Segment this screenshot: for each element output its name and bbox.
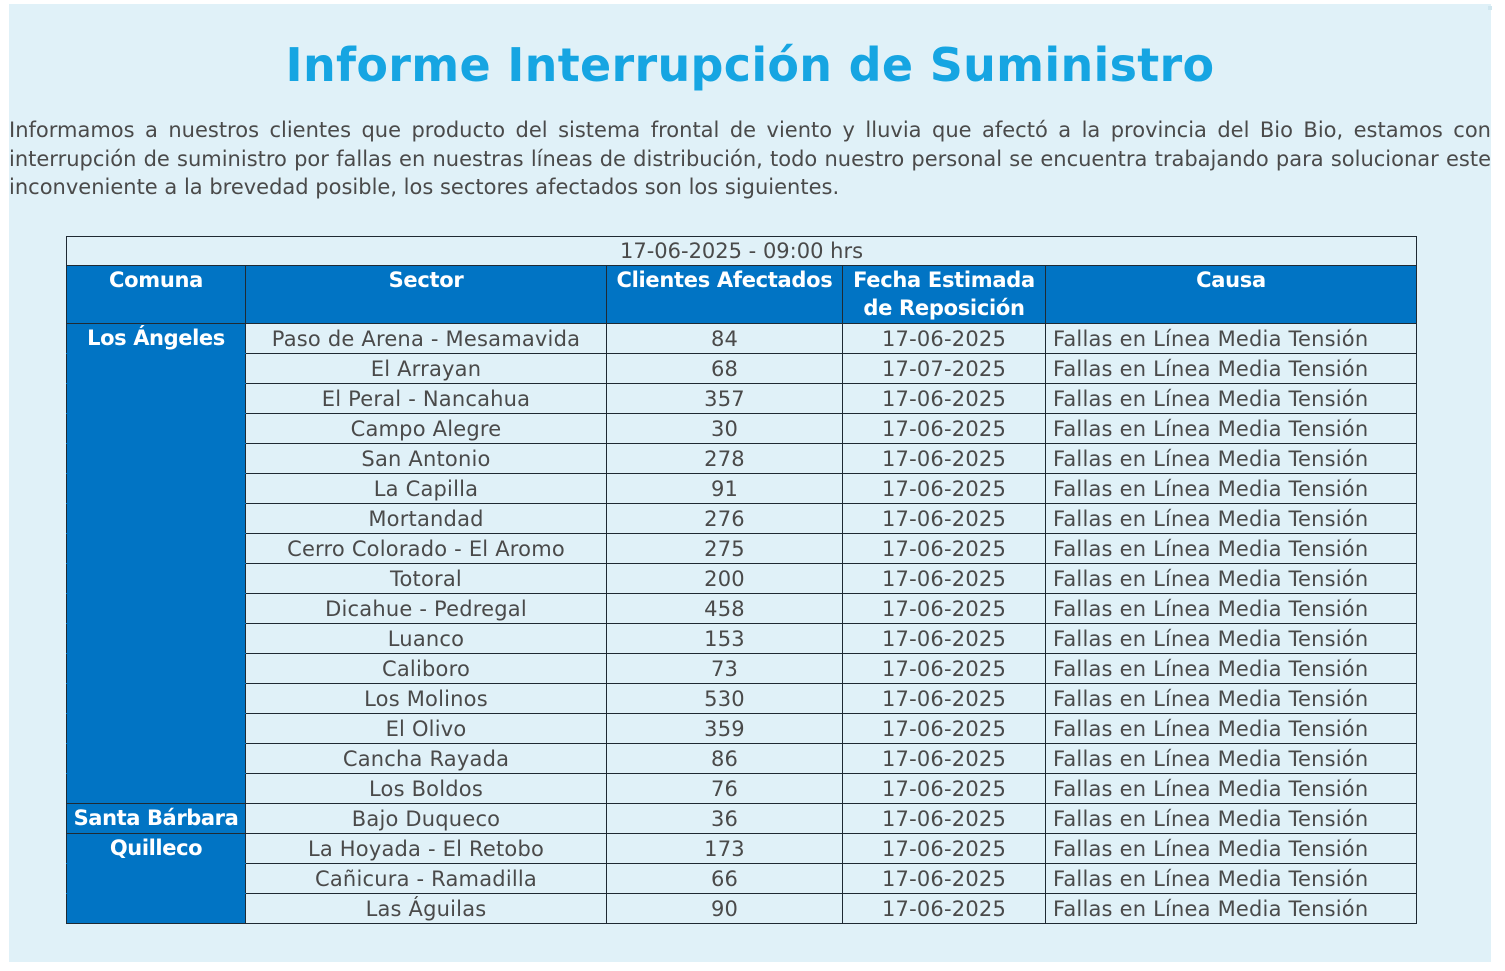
table-row (67, 864, 1417, 894)
table-row (67, 444, 1417, 474)
comuna-cell (67, 354, 246, 384)
causa-cell: Fallas en Línea Media Tensión (1046, 894, 1417, 924)
comuna-cell (67, 534, 246, 564)
comuna-cell: Quilleco (67, 834, 246, 864)
clientes-cell: 90 (607, 894, 843, 924)
fecha-cell: 17-06-2025 (843, 834, 1046, 864)
comuna-cell (67, 624, 246, 654)
sector-cell: Caliboro (246, 654, 607, 684)
fecha-cell: 17-06-2025 (843, 444, 1046, 474)
table-row (67, 474, 1417, 504)
clientes-cell: 357 (607, 384, 843, 414)
sector-cell: La Capilla (246, 474, 607, 504)
clientes-cell: 359 (607, 714, 843, 744)
sector-cell: Los Boldos (246, 774, 607, 804)
table-row (67, 774, 1417, 804)
sector-cell: Cancha Rayada (246, 744, 607, 774)
clientes-cell: 200 (607, 564, 843, 594)
sector-cell: El Olivo (246, 714, 607, 744)
table-row (67, 894, 1417, 924)
sector-cell: Paso de Arena - Mesamavida (246, 324, 607, 354)
sector-cell: Luanco (246, 624, 607, 654)
report-date-row (67, 237, 1417, 266)
comuna-cell (67, 774, 246, 804)
sector-cell: Cerro Colorado - El Aromo (246, 534, 607, 564)
table-row (67, 324, 1417, 354)
comuna-cell (67, 474, 246, 504)
comuna-cell (67, 864, 246, 894)
fecha-cell: 17-06-2025 (843, 654, 1046, 684)
causa-cell: Fallas en Línea Media Tensión (1046, 624, 1417, 654)
clientes-cell: 66 (607, 864, 843, 894)
causa-cell: Fallas en Línea Media Tensión (1046, 414, 1417, 444)
causa-cell: Fallas en Línea Media Tensión (1046, 384, 1417, 414)
causa-cell: Fallas en Línea Media Tensión (1046, 684, 1417, 714)
outage-table (66, 236, 1417, 924)
table-row (67, 804, 1417, 834)
fecha-cell: 17-06-2025 (843, 714, 1046, 744)
sector-cell: Campo Alegre (246, 414, 607, 444)
fecha-cell: 17-06-2025 (843, 414, 1046, 444)
table-row (67, 624, 1417, 654)
header-sector: Sector (246, 266, 607, 324)
clientes-cell: 276 (607, 504, 843, 534)
fecha-cell: 17-06-2025 (843, 474, 1046, 504)
table-row (67, 564, 1417, 594)
fecha-cell: 17-06-2025 (843, 624, 1046, 654)
causa-cell: Fallas en Línea Media Tensión (1046, 324, 1417, 354)
causa-cell: Fallas en Línea Media Tensión (1046, 714, 1417, 744)
sector-cell: El Arrayan (246, 354, 607, 384)
sector-cell: Totoral (246, 564, 607, 594)
table-row (67, 834, 1417, 864)
header-fecha-label: Fecha Estimada de Reposición (853, 268, 1035, 320)
table-row (67, 384, 1417, 414)
clientes-cell: 153 (607, 624, 843, 654)
table-row (67, 504, 1417, 534)
clientes-cell: 30 (607, 414, 843, 444)
comuna-cell (67, 654, 246, 684)
causa-cell: Fallas en Línea Media Tensión (1046, 804, 1417, 834)
comuna-cell (67, 564, 246, 594)
comuna-cell (67, 684, 246, 714)
sector-cell: El Peral - Nancahua (246, 384, 607, 414)
sector-cell: La Hoyada - El Retobo (246, 834, 607, 864)
fecha-cell: 17-06-2025 (843, 774, 1046, 804)
table-row (67, 414, 1417, 444)
comuna-cell (67, 504, 246, 534)
fecha-cell: 17-06-2025 (843, 534, 1046, 564)
table-row (67, 534, 1417, 564)
page-title: Informe Interrupción de Suministro (285, 38, 1215, 92)
clientes-cell: 173 (607, 834, 843, 864)
table-row (67, 684, 1417, 714)
fecha-cell: 17-06-2025 (843, 864, 1046, 894)
corner-mark (1488, 6, 1492, 10)
table-row (67, 744, 1417, 774)
clientes-cell: 84 (607, 324, 843, 354)
sector-cell: Los Molinos (246, 684, 607, 714)
causa-cell: Fallas en Línea Media Tensión (1046, 744, 1417, 774)
fecha-cell: 17-06-2025 (843, 744, 1046, 774)
table-row (67, 714, 1417, 744)
causa-cell: Fallas en Línea Media Tensión (1046, 774, 1417, 804)
clientes-cell: 458 (607, 594, 843, 624)
clientes-cell: 86 (607, 744, 843, 774)
table-row (67, 654, 1417, 684)
sector-cell: San Antonio (246, 444, 607, 474)
table-row (67, 594, 1417, 624)
intro-paragraph: Informamos a nuestros clientes que producto del sistema frontal de viento y lluvia que afectó a la provincia del Bio Bio, estamos con interrupción de suministro por fallas en nuestras líneas de distribución, todo nuestro personal se encuentra trabajando para solucionar este inconveniente a la brevedad posible, los sectores afectados son los siguientes. (9, 118, 1491, 199)
causa-cell: Fallas en Línea Media Tensión (1046, 864, 1417, 894)
clientes-cell: 73 (607, 654, 843, 684)
comuna-cell (67, 744, 246, 774)
causa-cell: Fallas en Línea Media Tensión (1046, 654, 1417, 684)
sector-cell: Dicahue - Pedregal (246, 594, 607, 624)
clientes-cell: 530 (607, 684, 843, 714)
fecha-cell: 17-06-2025 (843, 504, 1046, 534)
comuna-cell: Santa Bárbara (67, 804, 246, 834)
table-header-row (67, 266, 1417, 324)
report-date: 17-06-2025 - 09:00 hrs (67, 237, 1417, 266)
comuna-cell (67, 594, 246, 624)
header-comuna: Comuna (67, 266, 246, 324)
fecha-cell: 17-07-2025 (843, 354, 1046, 384)
causa-cell: Fallas en Línea Media Tensión (1046, 594, 1417, 624)
fecha-cell: 17-06-2025 (843, 594, 1046, 624)
fecha-cell: 17-06-2025 (843, 384, 1046, 414)
clientes-cell: 36 (607, 804, 843, 834)
sector-cell: Cañicura - Ramadilla (246, 864, 607, 894)
fecha-cell: 17-06-2025 (843, 894, 1046, 924)
causa-cell: Fallas en Línea Media Tensión (1046, 474, 1417, 504)
table-body (67, 324, 1417, 924)
comuna-cell (67, 894, 246, 924)
fecha-cell: 17-06-2025 (843, 564, 1046, 594)
header-fecha (843, 266, 1046, 324)
fecha-cell: 17-06-2025 (843, 684, 1046, 714)
comuna-cell: Los Ángeles (67, 324, 246, 354)
clientes-cell: 275 (607, 534, 843, 564)
header-causa: Causa (1046, 266, 1417, 324)
table-row (67, 354, 1417, 384)
causa-cell: Fallas en Línea Media Tensión (1046, 354, 1417, 384)
fecha-cell: 17-06-2025 (843, 804, 1046, 834)
comuna-cell (67, 714, 246, 744)
header-clientes: Clientes Afectados (607, 266, 843, 324)
clientes-cell: 91 (607, 474, 843, 504)
sector-cell: Mortandad (246, 504, 607, 534)
clientes-cell: 68 (607, 354, 843, 384)
fecha-cell: 17-06-2025 (843, 324, 1046, 354)
causa-cell: Fallas en Línea Media Tensión (1046, 564, 1417, 594)
causa-cell: Fallas en Línea Media Tensión (1046, 834, 1417, 864)
causa-cell: Fallas en Línea Media Tensión (1046, 444, 1417, 474)
causa-cell: Fallas en Línea Media Tensión (1046, 534, 1417, 564)
comuna-cell (67, 384, 246, 414)
comuna-cell (67, 444, 246, 474)
comuna-cell (67, 414, 246, 444)
causa-cell: Fallas en Línea Media Tensión (1046, 504, 1417, 534)
clientes-cell: 76 (607, 774, 843, 804)
sector-cell: Las Águilas (246, 894, 607, 924)
clientes-cell: 278 (607, 444, 843, 474)
sector-cell: Bajo Duqueco (246, 804, 607, 834)
